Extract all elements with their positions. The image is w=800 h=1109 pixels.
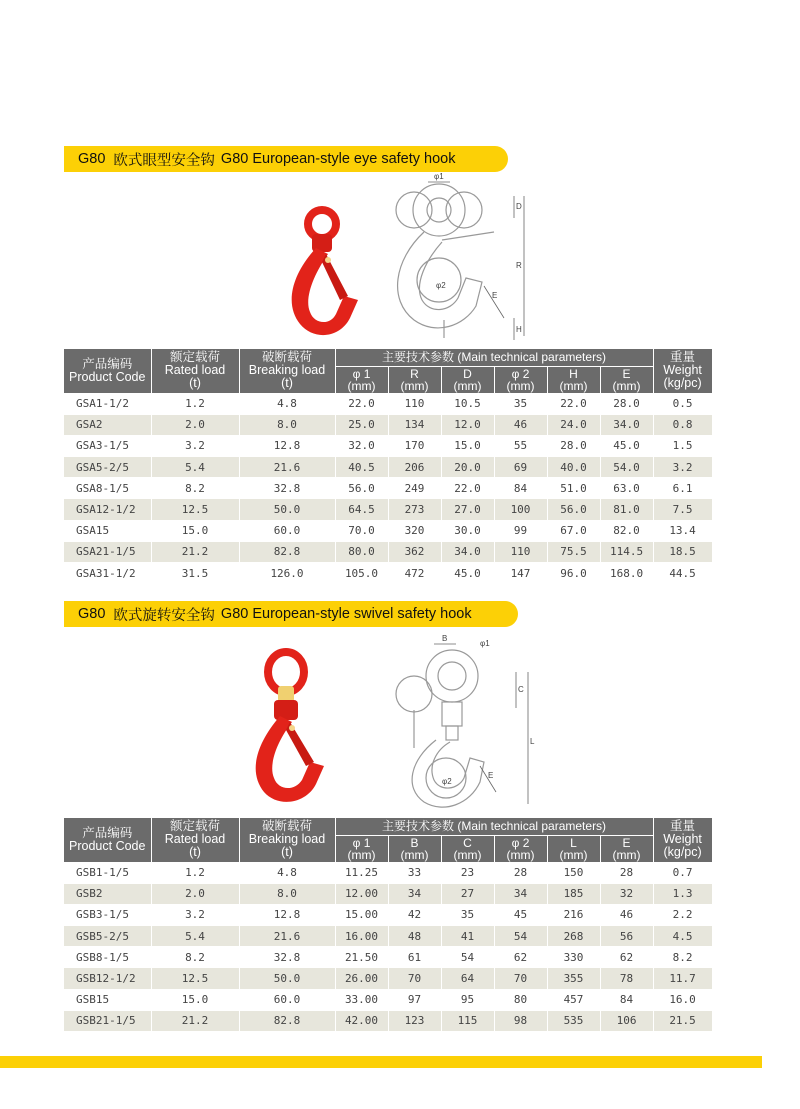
table-cell: 1.2 <box>151 393 239 414</box>
eye-hook-drawing <box>384 170 534 345</box>
table-cell: 30.0 <box>441 520 494 541</box>
table-cell: 28.0 <box>547 435 600 456</box>
table-cell: 6.1 <box>653 478 712 499</box>
section-code: G80 <box>78 151 106 167</box>
product-code-cell: GSA21-1/5 <box>64 541 151 562</box>
table-cell: 2.2 <box>653 904 712 925</box>
table-cell: 45.0 <box>441 563 494 584</box>
table-cell: 106 <box>600 1010 653 1031</box>
table-cell: 70.0 <box>335 520 388 541</box>
table-cell: 31.5 <box>151 563 239 584</box>
label-b: B <box>442 634 448 643</box>
product-code-cell: GSA5-2/5 <box>64 457 151 478</box>
table-cell: 21.6 <box>239 457 335 478</box>
header-param: R (mm) <box>388 366 441 393</box>
table-cell: 21.6 <box>239 926 335 947</box>
header-param: B (mm) <box>388 835 441 862</box>
table-cell: 22.0 <box>335 393 388 414</box>
table-cell: 82.8 <box>239 541 335 562</box>
product-code-cell: GSA15 <box>64 520 151 541</box>
table-cell: 206 <box>388 457 441 478</box>
product-code-cell: GSA3-1/5 <box>64 435 151 456</box>
header-breaking-load: 破断载荷 Breaking load (t) <box>239 349 335 393</box>
table-cell: 126.0 <box>239 563 335 584</box>
table-row <box>64 883 712 904</box>
table-cell: 64.5 <box>335 499 388 520</box>
product-code-cell: GSB12-1/2 <box>64 968 151 989</box>
table-cell: 12.8 <box>239 435 335 456</box>
table-cell: 28.0 <box>600 393 653 414</box>
table-cell: 44.5 <box>653 563 712 584</box>
table-row <box>64 862 712 883</box>
table-cell: 99 <box>494 520 547 541</box>
table-cell: 80 <box>494 989 547 1010</box>
table-cell: 35 <box>494 393 547 414</box>
table-cell: 78 <box>600 968 653 989</box>
label-l: L <box>530 737 535 746</box>
table-cell: 21.50 <box>335 947 388 968</box>
table-cell: 61 <box>388 947 441 968</box>
table-cell: 472 <box>388 563 441 584</box>
table-cell: 15.00 <box>335 904 388 925</box>
section-title-cn: 欧式旋转安全钩 <box>113 607 215 624</box>
table-cell: 185 <box>547 883 600 904</box>
table-cell: 1.3 <box>653 883 712 904</box>
header-param: φ 2 (mm) <box>494 366 547 393</box>
header-rated-load: 额定载荷 Rated load (t) <box>151 349 239 393</box>
table-cell: 150 <box>547 862 600 883</box>
table-cell: 33 <box>388 862 441 883</box>
table-row <box>64 947 712 968</box>
header-product-code: 产品编码 Product Code <box>64 818 151 862</box>
table-cell: 48 <box>388 926 441 947</box>
table-row <box>64 478 712 499</box>
table-row <box>64 499 712 520</box>
table-cell: 27 <box>441 883 494 904</box>
table-cell: 21.5 <box>653 1010 712 1031</box>
table-cell: 134 <box>388 414 441 435</box>
header-param: E (mm) <box>600 835 653 862</box>
label-e: E <box>492 291 498 300</box>
table-row <box>64 1010 712 1031</box>
table-cell: 70 <box>388 968 441 989</box>
table-cell: 96.0 <box>547 563 600 584</box>
table-cell: 147 <box>494 563 547 584</box>
table-cell: 33.00 <box>335 989 388 1010</box>
header-param: D (mm) <box>441 366 494 393</box>
label-r: R <box>516 261 522 270</box>
table-cell: 64 <box>441 968 494 989</box>
table-cell: 8.0 <box>239 883 335 904</box>
table-cell: 82.8 <box>239 1010 335 1031</box>
table-cell: 34 <box>494 883 547 904</box>
table-cell: 11.25 <box>335 862 388 883</box>
table-cell: 12.00 <box>335 883 388 904</box>
table-cell: 273 <box>388 499 441 520</box>
table-row <box>64 393 712 414</box>
table-cell: 4.5 <box>653 926 712 947</box>
table-cell: 3.2 <box>151 435 239 456</box>
table-cell: 62 <box>600 947 653 968</box>
table-cell: 70 <box>494 968 547 989</box>
table-cell: 123 <box>388 1010 441 1031</box>
table-cell: 12.8 <box>239 904 335 925</box>
header-param: E (mm) <box>600 366 653 393</box>
table-cell: 16.0 <box>653 989 712 1010</box>
product-code-cell: GSA12-1/2 <box>64 499 151 520</box>
product-code-cell: GSB3-1/5 <box>64 904 151 925</box>
table-cell: 170 <box>388 435 441 456</box>
label-e: E <box>488 771 494 780</box>
table-cell: 1.2 <box>151 862 239 883</box>
product-code-cell: GSB15 <box>64 989 151 1010</box>
table-cell: 46 <box>600 904 653 925</box>
table-cell: 10.5 <box>441 393 494 414</box>
label-c: C <box>518 685 524 694</box>
table-cell: 60.0 <box>239 520 335 541</box>
table-cell: 62 <box>494 947 547 968</box>
table-cell: 32.0 <box>335 435 388 456</box>
table-cell: 63.0 <box>600 478 653 499</box>
header-rated-load: 额定载荷 Rated load (t) <box>151 818 239 862</box>
table-row <box>64 457 712 478</box>
table-cell: 2.0 <box>151 883 239 904</box>
table-cell: 268 <box>547 926 600 947</box>
product-code-cell: GSB2 <box>64 883 151 904</box>
table-cell: 0.7 <box>653 862 712 883</box>
header-main-params: 主要技术参数 (Main technical parameters) <box>335 349 653 366</box>
table-row <box>64 520 712 541</box>
section-title-cn: 欧式眼型安全钩 <box>113 152 215 169</box>
table-cell: 32.8 <box>239 478 335 499</box>
table-cell: 100 <box>494 499 547 520</box>
header-param: H (mm) <box>547 366 600 393</box>
section-banner-swivel-hook <box>64 601 518 627</box>
table-cell: 40.5 <box>335 457 388 478</box>
table-cell: 84 <box>494 478 547 499</box>
section-code: G80 <box>78 606 106 622</box>
section-banner-eye-hook <box>64 146 508 172</box>
table-cell: 16.00 <box>335 926 388 947</box>
table-cell: 21.2 <box>151 541 239 562</box>
header-param: φ 1 (mm) <box>335 366 388 393</box>
table-cell: 8.0 <box>239 414 335 435</box>
table-cell: 105.0 <box>335 563 388 584</box>
table-cell: 42.00 <box>335 1010 388 1031</box>
table-cell: 249 <box>388 478 441 499</box>
table-cell: 5.4 <box>151 926 239 947</box>
table-cell: 81.0 <box>600 499 653 520</box>
table-cell: 28 <box>600 862 653 883</box>
table-cell: 110 <box>388 393 441 414</box>
table-cell: 20.0 <box>441 457 494 478</box>
table-cell: 15.0 <box>441 435 494 456</box>
table-cell: 27.0 <box>441 499 494 520</box>
table-cell: 535 <box>547 1010 600 1031</box>
table-cell: 320 <box>388 520 441 541</box>
table-cell: 54 <box>441 947 494 968</box>
table-cell: 18.5 <box>653 541 712 562</box>
table-cell: 50.0 <box>239 499 335 520</box>
table-cell: 50.0 <box>239 968 335 989</box>
table-cell: 355 <box>547 968 600 989</box>
table-cell: 45.0 <box>600 435 653 456</box>
header-main-params: 主要技术参数 (Main technical parameters) <box>335 818 653 835</box>
table-cell: 8.2 <box>151 947 239 968</box>
table-cell: 84 <box>600 989 653 1010</box>
table-cell: 80.0 <box>335 541 388 562</box>
table-cell: 34 <box>388 883 441 904</box>
table-cell: 15.0 <box>151 520 239 541</box>
eye-hook-photo <box>282 204 362 342</box>
table-cell: 25.0 <box>335 414 388 435</box>
table-cell: 32.8 <box>239 947 335 968</box>
swivel-hook-photo <box>244 648 330 810</box>
table-cell: 0.5 <box>653 393 712 414</box>
table-cell: 26.00 <box>335 968 388 989</box>
header-product-code: 产品编码 Product Code <box>64 349 151 393</box>
label-phi1: φ1 <box>480 639 490 648</box>
eye-hook-spec-table <box>64 349 713 584</box>
product-code-cell: GSB21-1/5 <box>64 1010 151 1031</box>
table-row <box>64 989 712 1010</box>
section-title-en: G80 European-style swivel safety hook <box>220 606 472 622</box>
table-cell: 51.0 <box>547 478 600 499</box>
table-cell: 4.8 <box>239 393 335 414</box>
table-cell: 457 <box>547 989 600 1010</box>
product-code-cell: GSA31-1/2 <box>64 563 151 584</box>
table-cell: 110 <box>494 541 547 562</box>
table-cell: 41 <box>441 926 494 947</box>
table-cell: 7.5 <box>653 499 712 520</box>
table-cell: 82.0 <box>600 520 653 541</box>
table-cell: 60.0 <box>239 989 335 1010</box>
table-cell: 1.5 <box>653 435 712 456</box>
table-cell: 54.0 <box>600 457 653 478</box>
label-d: D <box>516 202 522 211</box>
table-cell: 168.0 <box>600 563 653 584</box>
swivel-hook-drawing <box>374 632 544 812</box>
header-weight: 重量 Weight (kg/pc) <box>653 349 712 393</box>
table-cell: 22.0 <box>441 478 494 499</box>
header-param: L (mm) <box>547 835 600 862</box>
table-cell: 42 <box>388 904 441 925</box>
table-cell: 362 <box>388 541 441 562</box>
table-row <box>64 563 712 584</box>
label-phi2: φ2 <box>442 777 452 786</box>
table-cell: 3.2 <box>151 904 239 925</box>
table-row <box>64 926 712 947</box>
table-cell: 12.5 <box>151 499 239 520</box>
table-cell: 114.5 <box>600 541 653 562</box>
table-cell: 3.2 <box>653 457 712 478</box>
swivel-hook-spec-table <box>64 818 713 1032</box>
product-code-cell: GSB8-1/5 <box>64 947 151 968</box>
table-cell: 56.0 <box>547 499 600 520</box>
table-cell: 15.0 <box>151 989 239 1010</box>
table-cell: 23 <box>441 862 494 883</box>
header-param: φ 2 (mm) <box>494 835 547 862</box>
table-cell: 13.4 <box>653 520 712 541</box>
footer-bar <box>0 1056 762 1068</box>
table-cell: 55 <box>494 435 547 456</box>
table-row <box>64 414 712 435</box>
header-param: C (mm) <box>441 835 494 862</box>
table-row <box>64 904 712 925</box>
product-code-cell: GSA8-1/5 <box>64 478 151 499</box>
table-cell: 34.0 <box>441 541 494 562</box>
table-cell: 21.2 <box>151 1010 239 1031</box>
product-code-cell: GSB5-2/5 <box>64 926 151 947</box>
section-title-en: G80 European-style eye safety hook <box>220 151 456 167</box>
table-cell: 95 <box>441 989 494 1010</box>
table-cell: 98 <box>494 1010 547 1031</box>
table-cell: 75.5 <box>547 541 600 562</box>
table-cell: 56.0 <box>335 478 388 499</box>
table-cell: 8.2 <box>151 478 239 499</box>
table-cell: 69 <box>494 457 547 478</box>
product-code-cell: GSB1-1/5 <box>64 862 151 883</box>
table-row <box>64 968 712 989</box>
table-cell: 22.0 <box>547 393 600 414</box>
table-cell: 97 <box>388 989 441 1010</box>
table-cell: 28 <box>494 862 547 883</box>
table-cell: 4.8 <box>239 862 335 883</box>
table-row <box>64 541 712 562</box>
product-code-cell: GSA2 <box>64 414 151 435</box>
table-cell: 67.0 <box>547 520 600 541</box>
table-cell: 12.0 <box>441 414 494 435</box>
header-param: φ 1 (mm) <box>335 835 388 862</box>
table-cell: 8.2 <box>653 947 712 968</box>
table-cell: 330 <box>547 947 600 968</box>
table-cell: 45 <box>494 904 547 925</box>
table-cell: 56 <box>600 926 653 947</box>
table-cell: 40.0 <box>547 457 600 478</box>
table-cell: 11.7 <box>653 968 712 989</box>
header-breaking-load: 破断载荷 Breaking load (t) <box>239 818 335 862</box>
label-h: H <box>516 325 522 334</box>
product-code-cell: GSA1-1/2 <box>64 393 151 414</box>
table-cell: 0.8 <box>653 414 712 435</box>
table-cell: 5.4 <box>151 457 239 478</box>
table-cell: 12.5 <box>151 968 239 989</box>
table-cell: 34.0 <box>600 414 653 435</box>
table-row <box>64 435 712 456</box>
table-cell: 32 <box>600 883 653 904</box>
table-cell: 216 <box>547 904 600 925</box>
header-weight: 重量 Weight (kg/pc) <box>653 818 712 862</box>
table-cell: 115 <box>441 1010 494 1031</box>
table-cell: 46 <box>494 414 547 435</box>
table-cell: 2.0 <box>151 414 239 435</box>
table-cell: 35 <box>441 904 494 925</box>
table-cell: 54 <box>494 926 547 947</box>
label-phi2: φ2 <box>436 281 446 290</box>
label-phi1: φ1 <box>434 172 444 181</box>
table-cell: 24.0 <box>547 414 600 435</box>
